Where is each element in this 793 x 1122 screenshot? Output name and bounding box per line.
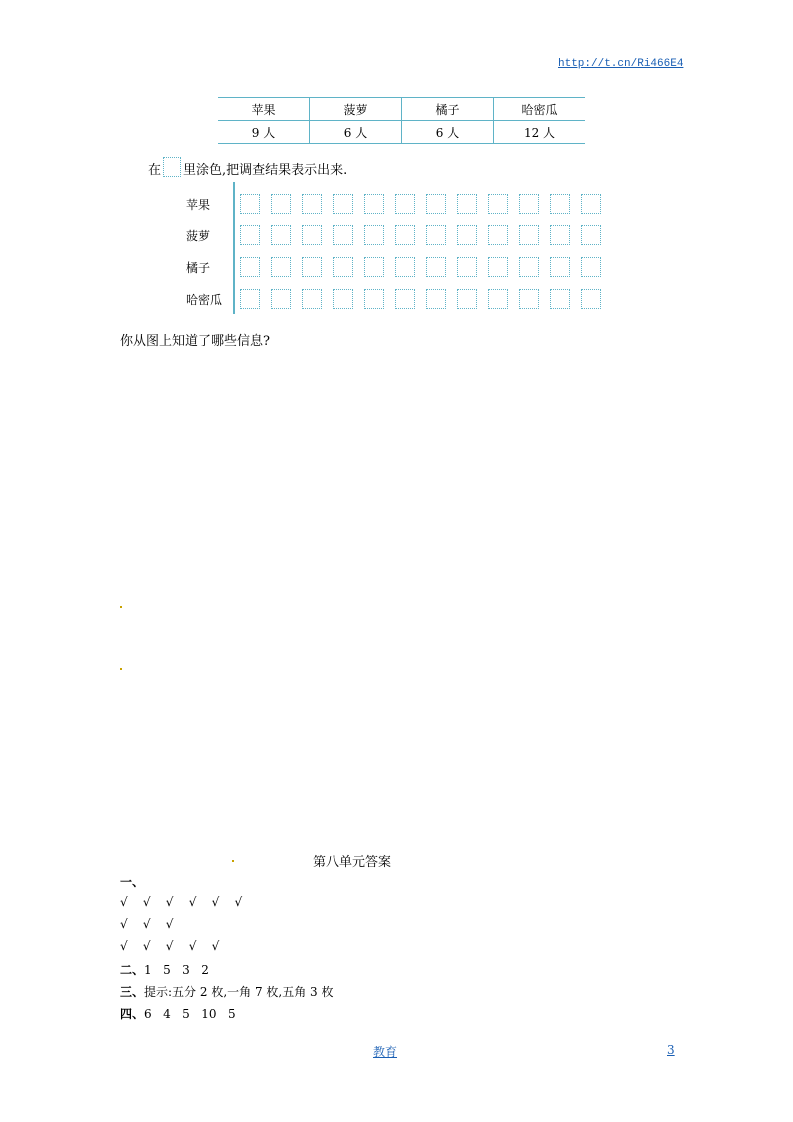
grid-row-label: 苹果 <box>186 198 211 212</box>
grid-cell[interactable] <box>426 225 446 245</box>
grid-cell[interactable] <box>240 257 260 277</box>
grid-cell[interactable] <box>457 289 477 309</box>
grid-cell[interactable] <box>488 194 508 214</box>
grid-cell[interactable] <box>364 225 384 245</box>
grid-cell[interactable] <box>395 289 415 309</box>
grid-cell[interactable] <box>519 257 539 277</box>
grid-cell[interactable] <box>333 289 353 309</box>
instruction-suffix: 里涂色,把调查结果表示出来. <box>183 163 348 178</box>
answer-line <box>120 873 144 890</box>
grid-cell[interactable] <box>550 289 570 309</box>
answer-line <box>120 939 219 953</box>
grid-cell[interactable] <box>426 289 446 309</box>
grid-cell[interactable] <box>395 194 415 214</box>
answer-line <box>120 895 242 909</box>
grid-cell[interactable] <box>240 289 260 309</box>
answer-section-label: 三、 <box>120 985 145 999</box>
grid-cell[interactable] <box>333 225 353 245</box>
grid-cell[interactable] <box>519 194 539 214</box>
grid-cell[interactable] <box>550 194 570 214</box>
header-cell-pineapple: 菠萝 <box>310 98 402 121</box>
grid-cell[interactable] <box>364 289 384 309</box>
grid-row <box>186 254 606 282</box>
page-number: 3 <box>667 1043 675 1057</box>
header-cell-apple: 苹果 <box>218 98 310 121</box>
value-cell-apple: 9 人 <box>218 121 310 144</box>
grid-row <box>186 222 606 250</box>
grid-cell[interactable] <box>240 225 260 245</box>
answer-text: √ √ √ <box>120 917 174 931</box>
value-cell-orange: 6 人 <box>402 121 494 144</box>
grid-cell[interactable] <box>457 257 477 277</box>
grid-row <box>186 286 606 314</box>
answer-line <box>120 961 209 978</box>
grid-row <box>186 191 606 219</box>
grid-cell[interactable] <box>488 289 508 309</box>
grid-cell[interactable] <box>581 225 601 245</box>
grid-cell[interactable] <box>519 225 539 245</box>
answer-section-label: 四、 <box>120 1007 145 1021</box>
grid-cell[interactable] <box>395 257 415 277</box>
grid-row-label: 哈密瓜 <box>186 293 223 307</box>
answer-text: √ √ √ √ √ √ <box>120 895 243 909</box>
grid-cell[interactable] <box>519 289 539 309</box>
header-cell-melon: 哈密瓜 <box>494 98 586 121</box>
instruction <box>148 157 347 178</box>
answer-text: 提示:五分 2 枚,一角 7 枚,五角 3 枚 <box>144 985 334 999</box>
header-cell-orange: 橘子 <box>402 98 494 121</box>
grid-cell[interactable] <box>550 257 570 277</box>
value-cell-pineapple: 6 人 <box>310 121 402 144</box>
footer-link[interactable]: 教育 <box>373 1045 398 1059</box>
survey-table <box>218 97 585 144</box>
value-cell-melon: 12 人 <box>494 121 586 144</box>
grid-cell[interactable] <box>333 194 353 214</box>
grid-cell[interactable] <box>550 225 570 245</box>
answer-section-label: 二、 <box>120 963 145 977</box>
grid-cell[interactable] <box>302 257 322 277</box>
decorative-speck <box>232 860 234 862</box>
grid-cell[interactable] <box>271 289 291 309</box>
grid-cell[interactable] <box>271 194 291 214</box>
grid-cell[interactable] <box>395 225 415 245</box>
answer-line <box>120 1005 236 1022</box>
grid-cell[interactable] <box>240 194 260 214</box>
answer-text: 1 5 3 2 <box>144 963 209 977</box>
grid-cell[interactable] <box>333 257 353 277</box>
survey-header-row <box>218 98 585 121</box>
answers-title: 第八单元答案 <box>313 855 392 870</box>
decorative-speck <box>120 606 122 608</box>
grid-cell[interactable] <box>364 194 384 214</box>
grid-cell[interactable] <box>488 225 508 245</box>
grid-cell[interactable] <box>488 257 508 277</box>
grid-cell[interactable] <box>271 225 291 245</box>
decorative-speck <box>120 668 122 670</box>
answer-section-label: 一、 <box>120 875 145 889</box>
grid-row-label: 菠萝 <box>186 229 211 243</box>
grid-cell[interactable] <box>581 257 601 277</box>
empty-box-icon <box>163 157 181 177</box>
instruction-prefix: 在 <box>148 163 162 178</box>
answer-line <box>120 983 333 1000</box>
grid-cell[interactable] <box>302 289 322 309</box>
header-link[interactable]: http://t.cn/Ri466E4 <box>558 58 684 70</box>
grid-cell[interactable] <box>457 194 477 214</box>
answer-line <box>120 917 173 931</box>
grid-cell[interactable] <box>457 225 477 245</box>
survey-value-row <box>218 121 585 144</box>
grid-cell[interactable] <box>302 194 322 214</box>
question: 你从图上知道了哪些信息? <box>120 334 270 349</box>
grid-cell[interactable] <box>302 225 322 245</box>
answer-text: √ √ √ √ √ <box>120 939 220 953</box>
grid-cell[interactable] <box>426 257 446 277</box>
grid-cell[interactable] <box>364 257 384 277</box>
grid-cell[interactable] <box>581 194 601 214</box>
grid-cell[interactable] <box>271 257 291 277</box>
grid-cell[interactable] <box>581 289 601 309</box>
answer-text: 6 4 5 10 5 <box>144 1007 236 1021</box>
grid-cell[interactable] <box>426 194 446 214</box>
grid-row-label: 橘子 <box>186 261 211 275</box>
